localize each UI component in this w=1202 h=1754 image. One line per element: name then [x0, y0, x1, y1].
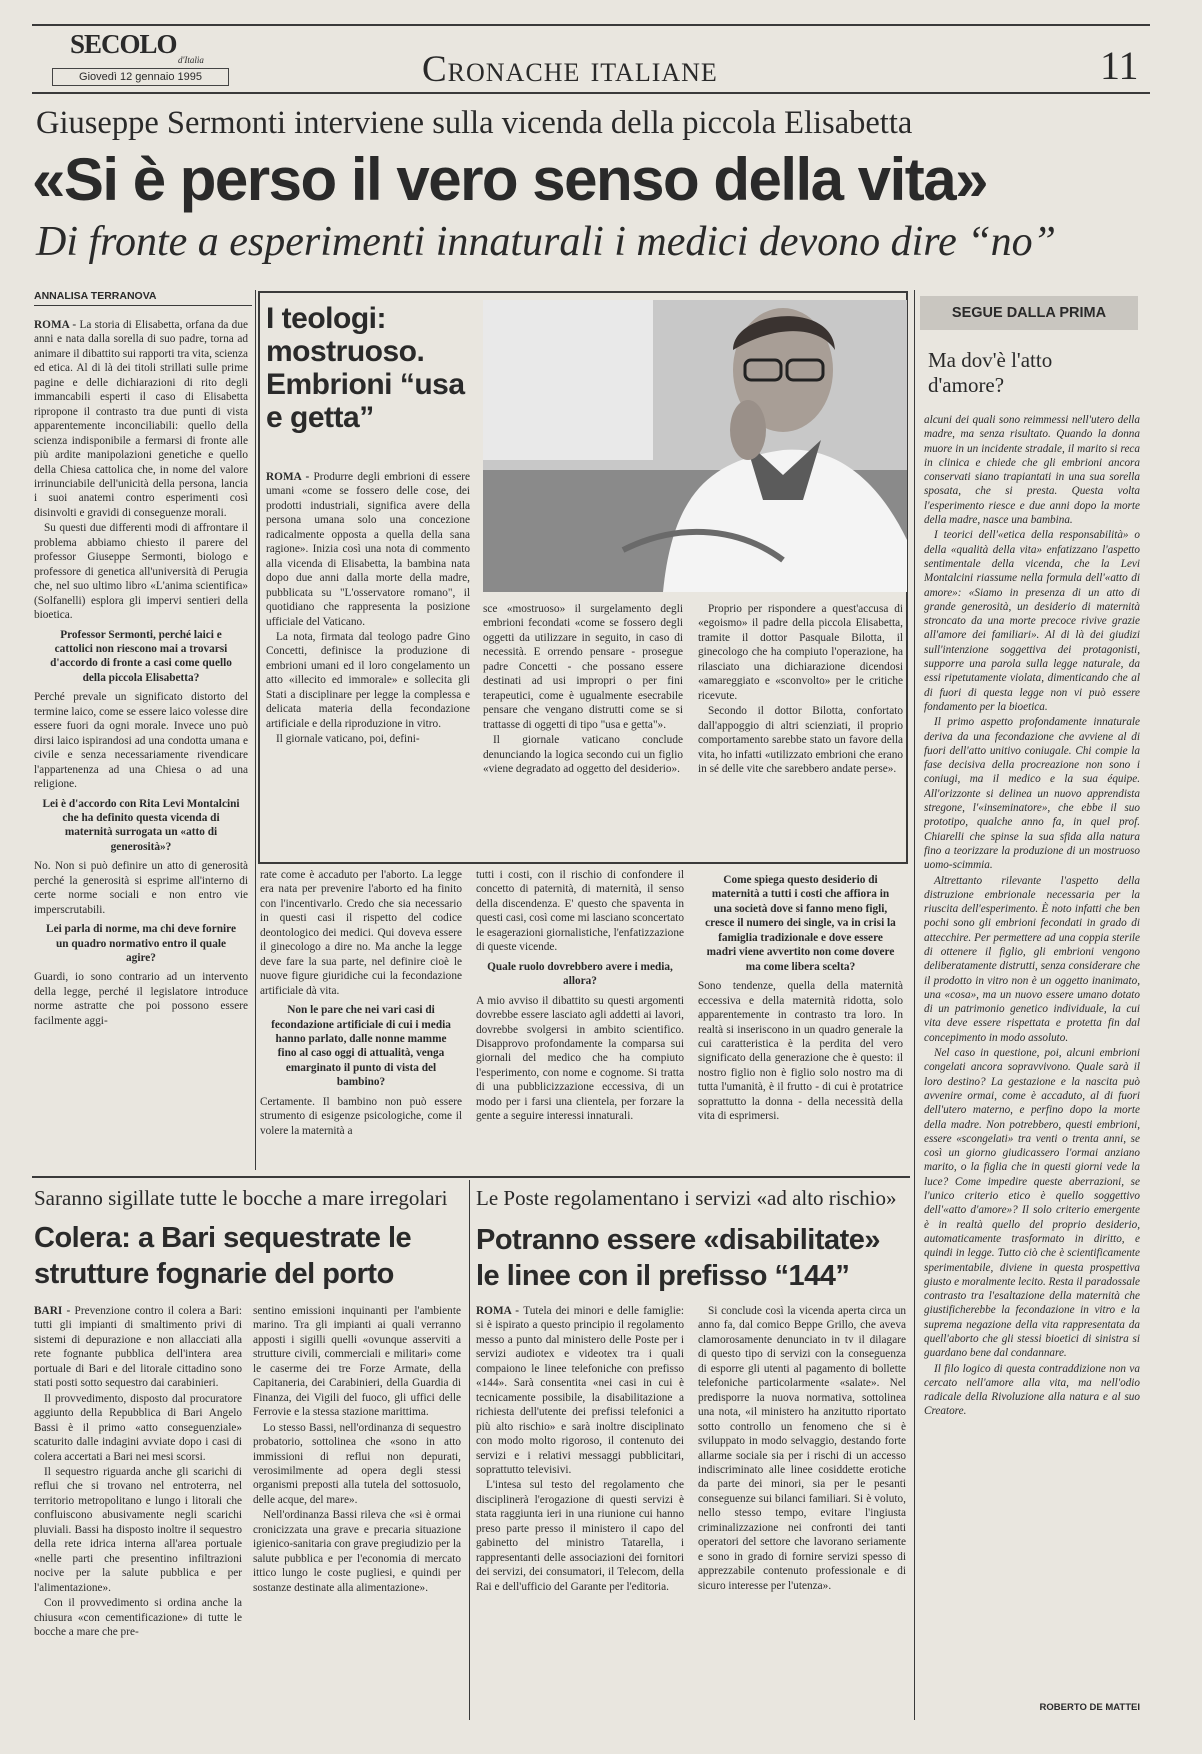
theologians-para: sce «mostruoso» il surgelamento degli embrioni fecondati «come se fossero degli oggetti da utilizzare in seguito, in caso di necessità. E orrendo pensare - prosegue padre Concetti - che possano essere destinati ad usi impropri o per fini terapeutici, come è ugualmente esecrabile pensare che vengano distrutti come se si trattasse di oggetti di tipo "usa e getta"».: [483, 603, 683, 731]
main-kicker: Giuseppe Sermonti interviene sulla vicenda della piccola Elisabetta: [36, 105, 913, 141]
sidebar-para: Nel caso in questione, poi, alcuni embrioni congelati ancora sopravvivono. Quale sarà il loro destino? La gestazione e la nascita può avvenire ormai, come è accaduto, al di fuori dell'utero materno, e perfino dopo la morte della madre. Non potrebbero, questi embrioni, essere «scongelati» tra venti o trenta anni, se così un giorno giudicassero l'ormai anziano marito, o la figlia che in questi giorni vede la luce? Come impedire queste aberrazioni, se l'unico criterio etico è quello soggettivo dell'«atto d'amore»? Il solo criterio emergente è in realtà quello del proprio desiderio, automaticamente trasformato in diritto, e quindi in legge. Tutto ciò che è scientificamente sperimentabile, diviene in questa prospettiva giusto e moralmente lecito. Resta il paradossale contrasto tra l'esaltazione della maternità che giustificherebbe la fecondazione in vitro e la suprema negazione della vita rappresentata da quell'aborto che gli stessi bioetici di sinistra si guardano bene dal condannare.: [924, 1047, 1140, 1360]
theologians-para: ROMA - Produrre degli embrioni di essere umani «come se fossero delle cose, dei prodotti industriali, significa avere della persona umana solo una concezione radicalmente opposta a quella della sana ragione». Inizia così una nota di commento alla vicenda di Elisabetta, la bambina nata dopo due anni dalla morte della madre, pubblicata su "L'osservatore romano", il quotidiano che rappresenta la posizione ufficiale del Vaticano.: [266, 471, 470, 628]
interview-answer: No. Non si può definire un atto di generosità perché la generosità si esprime all'interno di certe norme sociali e non entro vie imperscrutabili.: [34, 860, 248, 916]
main-column-4: [698, 868, 903, 1168]
main-col1-para: Su questi due differenti modi di affrontare il problema abbiamo chiesto il parere del professor Giuseppe Sermonti, biologo e professore di genetica all'università di Perugia che, nel suo ultimo libro «L'anima scientifica» (Solfanelli) esplora gli impervi sentieri della bioetica.: [34, 522, 248, 622]
theologians-para: Secondo il dottor Bilotta, confortato dall'appoggio di altri scienziati, il proprio comportamento sarebbe stato un favore della vita, ho infatti «utilizzato embrioni che erano in sé delle vite che sarebbero andate perse».: [698, 705, 903, 775]
masthead: [32, 24, 1150, 102]
main-col1-para: ROMA - La storia di Elisabetta, orfana da due anni e nata dalla sorella di suo padre, torna ad animare il dibattito sui rapporti tra vita, scienza ed etica. Al di là dei titoli strillati sulle prime pagine e delle dichiarazioni di rito degli immancabili esperti il caso di Elisabetta ripropone il contrasto tra due punti di vista apparentemente inconciliabili: quello della scienza indisponibile a fermarsi di fronte alle più ardite manipolazioni genetiche e quello della Chiesa cattolica che, in nome del valore irrinunciabile dell'unicità della persona, lancia i suoi anatemi contro esperimenti così disinvolti e gravidi di conseguenze morali.: [34, 319, 248, 519]
poste-headline: Potranno essere «disabilitate» le linee con il prefisso “144”: [476, 1224, 881, 1292]
main-column-2: [260, 868, 462, 1168]
interview-question: Come spiega questo desiderio di maternità a tutti i costi che affiora in una società dove si fanno meno figli, cresce il numero dei single, va in crisi la famiglia tradizionale e dove essere madri viene avvertito non come dovere ma come libera scelta?: [705, 874, 896, 973]
main-cont-para: Sono tendenze, quella della maternità eccessiva e della maternità ridotta, solo apparentemente in contrasto tra loro. In realtà si inseriscono in un quadro generale la cui caratteristica è la perdita del vero significato della generazione che è questo: il nostro figlio non è figlio solo nostro ma di tutta l'umanità, è il frutto - di cui è protatrice soprattutto la donna - della necessità della vita di esprimersi.: [698, 980, 903, 1123]
dateline: BARI -: [34, 1305, 75, 1317]
logo: [70, 29, 220, 65]
bari-column-2: [253, 1304, 461, 1720]
theologians-para: Il giornale vaticano, poi, defini-: [276, 733, 420, 746]
poste-column-1: [476, 1304, 684, 1720]
interview-question: Non le pare che nei vari casi di fecondazione artificiale di cui i media hanno parlato, dalle nonne mamme fino al caso oggi di attualità, venga emarginato il punto di vista del bambino?: [271, 1004, 451, 1089]
interview-answer: Perché prevale un significato distorto del termine laico, come se essere laico volesse dire essere fuori da ogni morale. Invece uno può dirsi laico ispirandosi ad una condotta umana e civile e senza necessariamente rivendicare l'appartenenza ad una Chiesa o ad una religione.: [34, 691, 248, 791]
interview-answer: Certamente. Il bambino non può essere strumento di esigenze psicologiche, come il volere la maternità a: [260, 1095, 462, 1137]
poste-para: L'intesa sul testo del regolamento che disciplinerà l'erogazione di questi servizi è stata raggiunta ieri in una riunione cui hanno preso parte presso il ministero il capo del gabinetto del ministro Tatarella, i rappresentanti delle associazioni dei fornitori dei servizi, dei consumatori, il Telecom, della Rai e dell'ufficio del Garante per l'editoria.: [476, 1479, 684, 1593]
bari-para: Nell'ordinanza Bassi rileva che «si è ormai cronicizzata una grave e precaria situazione igienico-sanitaria con grave pregiudizio per la salute pubblica e per l'economia di mercato ittico lungo le coste pugliesi, e quindi per sostanze destinate alla alimentazione».: [253, 1509, 461, 1594]
bari-para: Con il provvedimento si ordina anche la chiusura «con cementificazione» di tutte le bocche a mare che pre-: [34, 1597, 242, 1638]
main-headline: «Si è perso il vero senso della vita»: [32, 146, 987, 213]
sidebar-para: Il filo logico di questa contraddizione non va cercato nell'amore alla vita, ma nell'odio radicale della Rivoluzione alla natura e al suo Creatore.: [924, 1362, 1140, 1418]
sidebar-para: I teorici dell'«etica della responsabilità» o della «qualità della vita» enfatizzano l'aspetto sentimentale della vicenda, che la Levi Montalcini riassume nella formula dell'«atto di amore»: «Siamo in presenza di un atto di grande generosità, un desiderio di maternità stroncato da una morte precoce rivive grazie all'amore dei familiari». Al di là dei giudizi sull'intenzione soggettiva dei protagonisti, supporre una parola sulla legge naturale, da essi ripetutamente violata, dimenticando che al di fuori di questa legge non vi può essere fondamento per la bioetica.: [924, 529, 1140, 713]
logo-subtitle: d'Italia: [178, 55, 204, 65]
theologians-column-2: [483, 602, 683, 854]
sidebar-column: [924, 413, 1140, 1678]
portrait-photo: [483, 300, 907, 592]
interview-question: Lei parla di norme, ma chi deve fornire un quadro normativo entro il quale agire?: [46, 923, 236, 965]
theologians-para: Proprio per rispondere a quest'accusa di «egoismo» il padre della piccola Elisabetta, tramite il dottor Pasquale Bilotta, il ginecologo che ha compiuto l'operazione, ha rilasciato una dichiarazione dicendosi «amareggiato e «sconvolto» per le critiche ricevute.: [698, 603, 903, 702]
main-cont-para: A mio avviso il dibattito su questi argomenti dovrebbe essere lasciato agli addetti ai lavori, dovrebbe svolgersi in ambito scientifico. Disapprovo profondamente la comparsa sui giornali del medico che ha compiuto l'esperimento, con nome e cognome. Si tratta di una pubblicizzazione eccessiva, di un modo per i farsi una clientela, per forzare la gente a seguire interessi innaturali.: [476, 994, 684, 1123]
interview-answer: Guardi, io sono contrario ad un intervento della legge, perché il legislatore introduce norme astratte che poi possono essere facilmente aggi-: [34, 971, 248, 1027]
main-column-1: [34, 318, 248, 1163]
interview-question: Professor Sermonti, perché laici e cattolici non riescono mai a trovarsi d'accordo di fronte a casi come quello della piccola Elisabetta?: [50, 628, 232, 684]
interview-question: Lei è d'accordo con Rita Levi Montalcini che ha definito questa vicenda di maternità surrogata un «atto di generosità»?: [42, 797, 240, 853]
interview-question: Quale ruolo dovrebbero avere i media, allora?: [487, 960, 673, 988]
logo-text: SECOLO: [70, 29, 177, 59]
bari-para: sentino emissioni inquinanti per l'ambiente marino. Tra gli impianti ai quali verranno apposti i sigilli quelli «ovunque asserviti a strutture civili, commerciali e militari» come le caserme dei tre Forze Armate, della Capitaneria, dei Carabinieri, della Guardia di Finanza, dei Vigili del fuoco, gli uffici delle Ferrovie e la stessa stazione marittima.: [253, 1305, 461, 1419]
bari-headline: Colera: a Bari sequestrate le strutture fognarie del porto: [34, 1222, 412, 1290]
bari-para: Lo stesso Bassi, nell'ordinanza di sequestro probatorio, sottolinea che «sono in atto immissioni di reflui non depurati, verosimilmente ad opera degli stessi organismi preposti alla tutela del sottosuolo, delle acque, del mare».: [253, 1421, 461, 1506]
sidebar-para: Il primo aspetto profondamente innaturale deriva da una fecondazione che avviene al di fuori dell'atto unitivo coniugale. Chi compie la fase decisiva della procreazione non sono i coniugi, ma il medico e la sua équipe. All'orizzonte si delinea un nuovo apprendista stregone, l'«inseminatore», che ebbe il suo prototipo, qualche anno fa, in quel prof. Chiarelli che spinse la sua sfida alla natura fino a teorizzare la produzione di un mostruoso uomo-scimmia.: [924, 716, 1140, 872]
sidebar-para: Altrettanto rilevante l'aspetto della distruzione embrionale necessaria per la riuscita dell'esperimento. È noto infatti che ben pochi sono gli embrioni fecondati in grado di attecchire. Per permettere ad una coppia sterile di ottenere il figlio, gli embrioni vengono deliberatamente distrutti, senza considerare che il prodotto in vitro non è un oggetto inanimato, una «cosa», ma un nuovo essere umano dotato di un patrimonio genetico individuale, la cui vita deve essere rispettata e protetta fin dal concepimento in modo assoluto.: [924, 874, 1140, 1044]
main-subheadline: Di fronte a esperimenti innaturali i medici devono dire “no”: [36, 219, 1056, 265]
bari-kicker: Saranno sigillate tutte le bocche a mare irregolari: [34, 1186, 448, 1210]
theologians-para: Il giornale vaticano conclude denunciando la logica secondo cui un figlio «viene degradato ad oggetto del desiderio».: [483, 734, 683, 775]
poste-column-2: [698, 1304, 906, 1720]
main-cont-para: tutti i costi, con il rischio di confondere il concetto di paternità, di maternità, il senso della discendenza. E' questo che spaventa in questi casi, così come mi lasciano sconcertato le esagerazioni giornalistiche, l'enfatizzazione di queste vicende.: [476, 869, 684, 954]
theologians-headline: I teologi: mostruoso. Embrioni “usa e getta”: [266, 302, 465, 434]
bari-column-1: [34, 1304, 242, 1720]
theologians-column-1: [266, 470, 470, 854]
poste-para: Si conclude così la vicenda aperta circa un anno fa, dal comico Beppe Grillo, che aveva clamorosamente denunciato in tv il dilagare di questo tipo di servizi con la conseguenza di esporre gli utenti al pagamento di bollette telefoniche particolarmente «salate». Nel predisporre la nuova normativa, sottolinea una nota, «il ministero ha anzitutto riportato sotto controllo un fenomeno che si è sviluppato in modo selvaggio, destando forte allarme sociale sia per i rischi di un accesso indiscriminato alle linee cosiddette erotiche da parte dei minori, sia per le pesanti conseguenze sui bilanci familiari. Si è voluto, nello stesso tempo, evitare l'ingiusta criminalizzazione nei confronti dei tanti operatori del settore che lavorano seriamente e sono in grado di fornire servizi spesso di apprezzabile contenuto professionale e di sicuro interesse per l'utenza».: [698, 1305, 906, 1592]
theologians-column-3: [698, 602, 903, 854]
sidebar-byline: ROBERTO DE MATTEI: [1039, 1702, 1140, 1713]
sidebar-title: Ma dov'è l'atto d'amore?: [928, 348, 1053, 397]
dateline: ROMA -: [266, 471, 314, 483]
dateline: ROMA -: [34, 319, 80, 331]
poste-kicker: Le Poste regolamentano i servizi «ad alto rischio»: [476, 1186, 897, 1210]
bari-para: Il provvedimento, disposto dal procuratore aggiunto della Repubblica di Bari Angelo Bassi è il primo «atto conseguenziale» scaturito dalle indagini avviate dopo i casi di colera accertati a Bari nei mesi scorsi.: [34, 1392, 242, 1463]
main-column-3: [476, 868, 684, 1168]
dateline: ROMA -: [476, 1305, 524, 1317]
bari-para: Il sequestro riguarda anche gli scarichi di reflui che si trovano nel entroterra, nel territorio metropolitano e lungo i litorali che confluiscono abusivamente negli scarichi pluviali. Bassi ha disposto inoltre il sequestro della rete idrica interna all'area portuale «nelle parti che presentino infiltrazioni nocive per la salute pubblica e per l'alimentazione».: [34, 1465, 242, 1594]
poste-para: ROMA - Tutela dei minori e delle famiglie: si è ispirato a questo principio il regolamento messo a punto dal ministero delle Poste per i servizi audiotex e videotex tra i quali compaiono le linee telefoniche con prefisso «144». Sarà consentita «nei casi in cui è tecnicamente possibile, la disabilitazione a richiesta dell'utente dei prefissi telefonici a più alto rischio» e sarà inoltre disciplinato con modo molto rigoroso, il contenuto dei servizi e i relativi messaggi pubblicitari, soprattutto televisivi.: [476, 1305, 684, 1476]
theologians-para: La nota, firmata dal teologo padre Gino Concetti, definisce la produzione di embrioni umani ed il loro congelamento un atto «illecito ed immorale» e sollecita gli Stati a disciplinare per legge la complessa e delicata materia della fecondazione artificiale e della riproduzione in vitro.: [266, 630, 470, 730]
portrait-figure-icon: [483, 300, 907, 592]
main-byline: ANNALISA TERRANOVA: [34, 290, 157, 302]
section-title: Cronache italiane: [422, 49, 718, 90]
main-cont-para: rate come è accaduto per l'aborto. La legge era nata per prevenire l'aborto ed ha finito con l'incentivarlo. Credo che sia necessario in questi casi il rispetto del codice deontologico dei medici. Qui doveva essere il ginecologo a dire no. Ma anche la legge deve fare la sua parte, nel definire cioè le nuove figure giuridiche cui la fecondazione artificiale dà vita.: [260, 869, 462, 997]
issue-date: Giovedì 12 gennaio 1995: [52, 68, 229, 86]
sidebar-label: SEGUE DALLA PRIMA: [920, 296, 1138, 330]
page-number: 11: [1100, 43, 1139, 88]
bari-para: BARI - Prevenzione contro il colera a Bari: tutti gli impianti di smaltimento privi di sistemi di depurazione e non allacciati alla rete fognante pubblica dell'intera area portuale di Bari e del litorale cittadino sono stati posti sotto sequestro dai carabinieri.: [34, 1305, 242, 1390]
sidebar-para: alcuni dei quali sono reimmessi nell'utero della madre, ma senza risultato. Quando la donna muore in un incidente stradale, il marito si reca in clinica e chiede che gli embrioni ancora conservati siano trapiantati in una sua sorella sposata, che si presta. Questa volta l'esperimento riesce e due anni dopo la morte della madre, nasce una bambina.: [924, 414, 1140, 527]
